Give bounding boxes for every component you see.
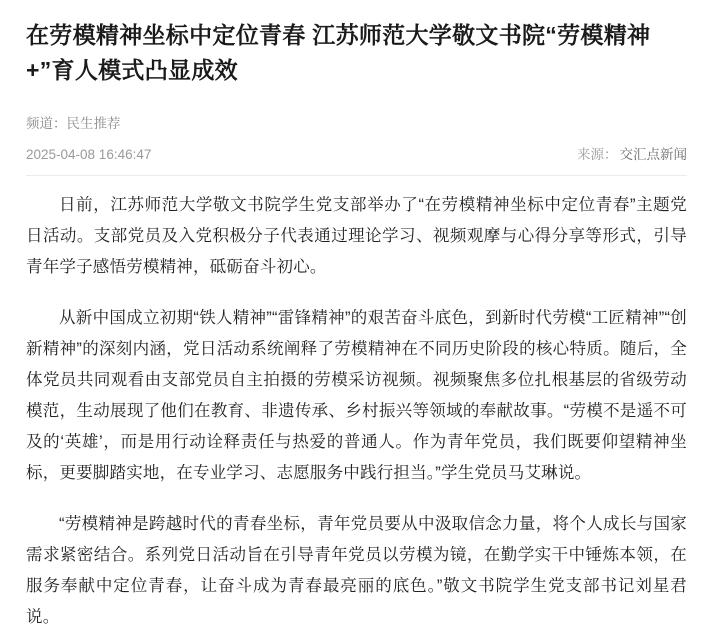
- paragraph: 日前，江苏师范大学敬文书院学生党支部举办了“在劳模精神坐标中定位青春”主题党日活动。支部党员及入党积极分子代表通过理论学习、视频观摩与心得分享等形式，引导青年学子感悟劳模精神，砥砺奋斗初心。: [26, 196, 687, 276]
- header-divider: [26, 175, 687, 176]
- channel-value[interactable]: 民生推荐: [66, 116, 121, 131]
- page-title: 在劳模精神坐标中定位青春 江苏师范大学敬文书院“劳模精神+”育人模式凸显成效: [26, 22, 651, 83]
- channel-line: [26, 114, 687, 134]
- paragraph: 从新中国成立初期“铁人精神”“雷锋精神”的艰苦奋斗底色，到新时代劳模“工匠精神”“创新精神”的深刻内涵，党日活动系统阐释了劳模精神在不同历史阶段的核心特质。随后，全体党员共同观看由支部党员自主拍摄的劳模采访视频。视频聚焦多位扎根基层的省级劳动模范，生动展现了他们在教育、非遗传承、乡村振兴等领域的奉献故事。“劳模不是遥不可及的‘英雄’，而是用行动诠释责任与热爱的普通人。作为青年党员，我们既要仰望精神坐标，更要脚踏实地，在专业学习、志愿服务中践行担当。”学生党员马艾琳说。: [26, 309, 687, 482]
- source-value[interactable]: 交汇点新闻: [619, 147, 687, 162]
- article-body: [26, 190, 687, 633]
- publish-time: 2025-04-08 16:46:47: [26, 147, 152, 162]
- paragraph: “劳模精神是跨越时代的青春坐标，青年党员要从中汲取信念力量，将个人成长与国家需求紧密结合。系列党日活动旨在引导青年党员以劳模为镜，在勤学实干中锤炼本领，在服务奉献中定位青春，让奋斗成为青春最亮丽的底色。”敬文书院学生党支部书记刘星君说。: [26, 515, 687, 626]
- source-label: 来源：: [577, 147, 618, 162]
- channel-label: 频道：: [26, 116, 67, 131]
- source-line: [577, 145, 687, 165]
- meta-row: [26, 145, 687, 165]
